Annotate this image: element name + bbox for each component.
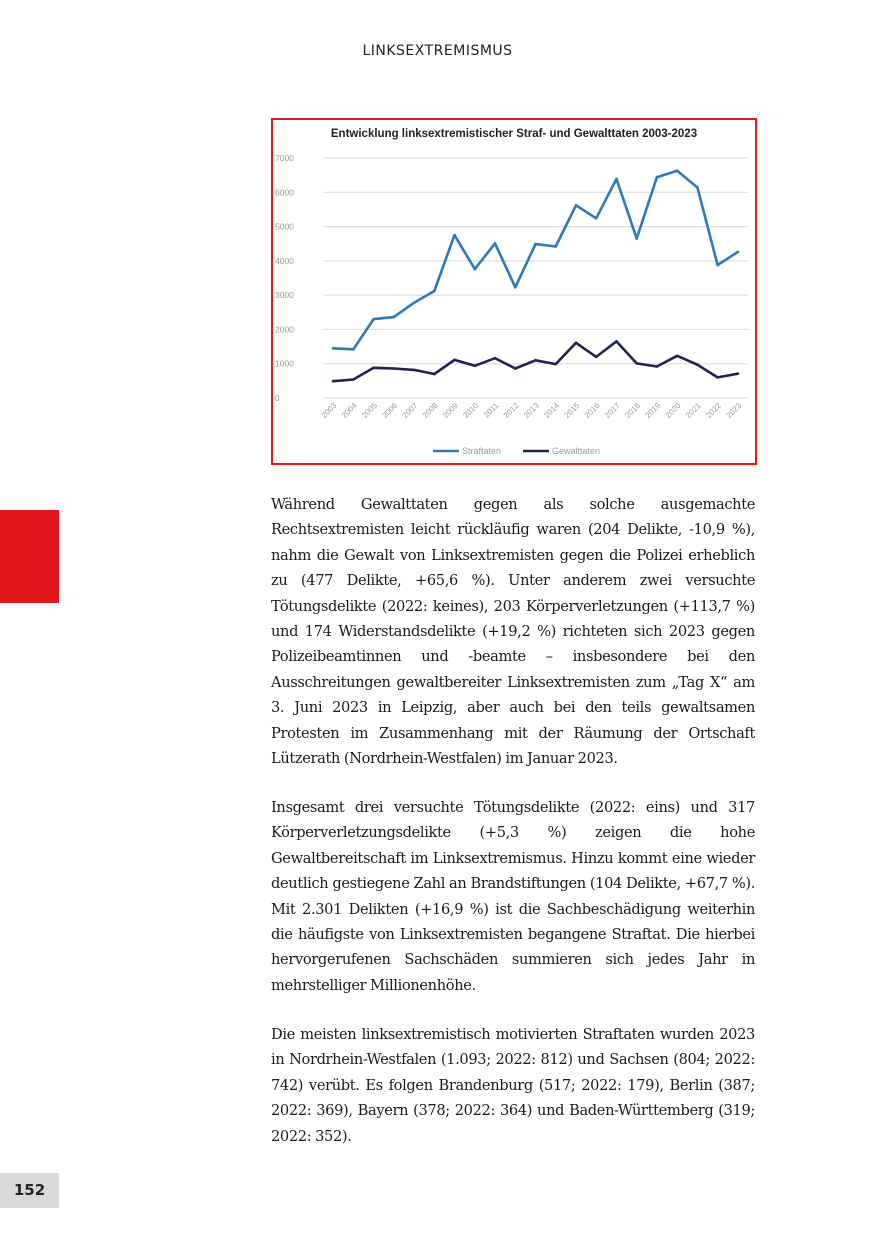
x-tick-label: 2007 [400,401,420,420]
x-tick-label: 2019 [643,401,663,420]
x-tick-label: 2003 [319,401,339,420]
data-point [473,364,476,367]
data-point [595,356,598,359]
data-point [716,376,719,379]
data-point [494,242,497,245]
data-point [332,347,335,350]
legend-label: Gewalttaten [552,446,601,456]
data-point [575,204,578,207]
x-tick-label: 2021 [683,401,703,420]
y-axis-ticks [275,153,294,403]
y-tick-label: 7000 [275,153,294,163]
data-point [413,369,416,372]
data-point [737,372,740,375]
y-tick-label: 5000 [275,221,294,232]
y-tick-label: 1000 [275,358,294,369]
x-tick-label: 2023 [724,401,744,420]
x-tick-label: 2009 [441,401,460,420]
chart-title: Entwicklung linksextremistischer Straf- und Gewalttaten 2003-2023 [330,128,698,140]
data-point [372,367,375,370]
data-point [676,169,679,172]
data-point [635,362,638,365]
data-point [595,217,598,220]
page-number: 152 [0,1173,59,1208]
data-point [433,373,436,376]
data-point [473,268,476,271]
x-tick-label: 2017 [602,401,622,420]
data-point [514,286,517,289]
data-point [372,318,375,321]
x-tick-label: 2008 [420,401,440,420]
y-tick-label: 2000 [275,324,294,335]
x-tick-label: 2018 [623,401,643,420]
data-point [453,234,456,237]
data-point [332,380,335,383]
y-tick-label: 4000 [275,255,294,266]
data-point [656,176,659,179]
x-tick-label: 2012 [501,401,521,420]
paragraph: Während Gewalttaten gegen als solche ausgemachte Rechtsextremisten leicht rückläufig waren (204 Delikte, -10,9 %), nahm die Gewalt von Linksextremisten gegen die Polizei erheblich zu (477 Delikte, +65,6 %). Unter anderem zwei versuchte Tötungsdelikte (2022: keines), 203 Körperverletzungen (+113,7 %) und 174 Widerstandsdelikte (+19,2 %) richteten sich 2023 gegen Polizeibeamtinnen und -beamte – insbesondere bei den Ausschreitungen gewaltbereiter Linksextremisten zum „Tag X“ am 3. Juni 2023 in Leipzig, aber auch bei den teils gewaltsamen Protesten im Zusammenhang mit der Räumung der Ortschaft Lützerath (Nordrhein-Westfalen) im Januar 2023. [271,496,755,768]
data-point [534,359,537,362]
data-point [635,237,638,240]
data-point [352,378,355,381]
data-point [656,365,659,368]
paragraph: Die meisten linksextremistisch motivierten Straftaten wurden 2023 in Nordrhein-Westfalen (1.093; 2022: 812) und Sachsen (804; 2022: 742) verübt. Es folgen Brandenburg (517; 2022: 179), Berlin (387; 2022: 369), Bayern (378; 2022: 364) und Baden-Württemberg (319; 2022: 352). [271,1026,755,1145]
x-tick-label: 2006 [380,401,400,420]
data-point [716,264,719,267]
data-point [615,178,618,181]
y-tick-label: 0 [275,393,280,403]
data-point [514,367,517,370]
data-point [453,359,456,362]
data-point [393,316,396,319]
line-chart [273,120,755,463]
paragraph: Insgesamt drei versuchte Tötungsdelikte (2022: eins) und 317 Körperverletzungsdelikte (+5,3 %) zeigen die hohe Gewaltbereitschaft im Linksextremismus. Hinzu kommt eine wieder deutlich gestiegene Zahl an Brandstiftungen (104 Delikte, +67,7 %). Mit 2.301 Delikten (+16,9 %) ist die Sachbeschädigung weiterhin die häufigste von Linksextremisten begangene Straftat. Die hierbei hervorgerufenen Sachschäden summieren sich jedes Jahr in mehrstelliger Millionenhöhe. [271,799,755,994]
data-point [696,186,699,189]
x-tick-label: 2016 [582,401,602,420]
data-point [534,243,537,246]
section-marker-tab [0,510,59,603]
x-tick-label: 2020 [663,401,683,420]
data-point [575,342,578,345]
x-tick-label: 2010 [461,401,481,420]
data-point [615,340,618,343]
chart-legend [433,446,600,456]
data-point [413,301,416,304]
x-tick-label: 2015 [562,401,582,420]
x-tick-label: 2022 [704,401,724,420]
chart-gridlines [323,158,748,398]
x-tick-label: 2011 [481,401,501,420]
x-axis-ticks [320,401,744,420]
chart-series [332,169,739,382]
data-point [494,357,497,360]
series-line-straftaten [333,171,738,350]
data-point [352,348,355,351]
data-point [676,355,679,358]
chart-figure [271,118,757,465]
data-point [737,251,740,254]
x-tick-label: 2014 [542,401,562,420]
y-tick-label: 6000 [275,187,294,198]
data-point [554,245,557,248]
legend-label: Straftaten [462,446,502,456]
y-tick-label: 3000 [275,290,294,301]
data-point [433,290,436,293]
data-point [393,367,396,370]
running-header: LINKSEXTREMISMUS [362,43,513,59]
x-tick-label: 2004 [339,401,359,420]
data-point [696,363,699,366]
data-point [554,363,557,366]
x-tick-label: 2013 [521,401,541,420]
x-tick-label: 2005 [360,401,380,420]
